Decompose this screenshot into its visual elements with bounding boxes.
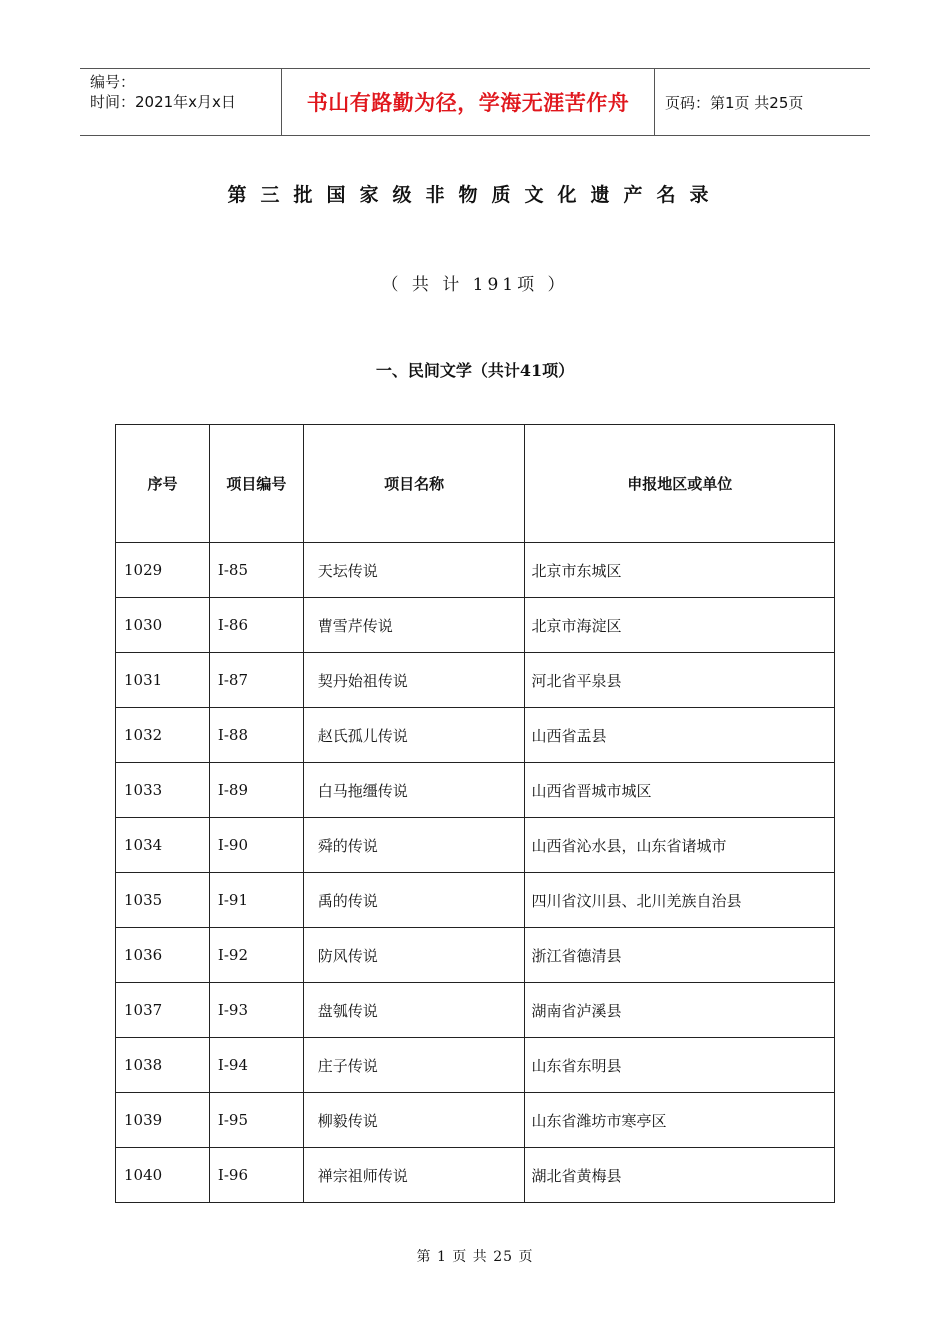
region-cell: 北京市海淀区 <box>525 598 835 653</box>
number-label: 编号： <box>90 73 136 91</box>
name-cell: 庄子传说 <box>303 1038 525 1093</box>
table-header-row <box>116 425 835 543</box>
serial-cell: 1035 <box>116 873 210 928</box>
table-row <box>116 653 835 708</box>
serial-cell: 1034 <box>116 818 210 873</box>
page-footer: 第 1 页 共 25 页 <box>416 1249 534 1265</box>
serial-cell: 1031 <box>116 653 210 708</box>
serial-cell: 1037 <box>116 983 210 1038</box>
time-label: 时间：2021年x月x日 <box>90 93 236 111</box>
section-title: 一、民间文学（共计41项） <box>375 361 575 380</box>
header-motto: 书山有路勤为径，学海无涯苦作舟 <box>282 69 655 135</box>
code-cell: I-87 <box>209 653 303 708</box>
document-subtitle: （ 共 计 191项 ） <box>381 275 569 295</box>
region-cell: 河北省平泉县 <box>525 653 835 708</box>
name-cell: 柳毅传说 <box>303 1093 525 1148</box>
code-cell: I-96 <box>209 1148 303 1203</box>
serial-cell: 1038 <box>116 1038 210 1093</box>
table-row <box>116 543 835 598</box>
code-cell: I-93 <box>209 983 303 1038</box>
header-project-name: 项目名称 <box>303 425 525 543</box>
name-cell: 白马拖缰传说 <box>303 763 525 818</box>
header-region: 申报地区或单位 <box>525 425 835 543</box>
table-row <box>116 983 835 1038</box>
table-row <box>116 1038 835 1093</box>
region-cell: 湖北省黄梅县 <box>525 1148 835 1203</box>
region-cell: 北京市东城区 <box>525 543 835 598</box>
table-row <box>116 598 835 653</box>
region-cell: 山东省潍坊市寒亭区 <box>525 1093 835 1148</box>
name-cell: 盘瓠传说 <box>303 983 525 1038</box>
code-cell: I-89 <box>209 763 303 818</box>
table-row <box>116 1148 835 1203</box>
region-cell: 湖南省泸溪县 <box>525 983 835 1038</box>
name-cell: 契丹始祖传说 <box>303 653 525 708</box>
document-title: 第三批国家级非物质文化遗产名录 <box>227 184 723 206</box>
region-cell: 山西省晋城市城区 <box>525 763 835 818</box>
code-cell: I-88 <box>209 708 303 763</box>
name-cell: 禅宗祖师传说 <box>303 1148 525 1203</box>
table-row <box>116 818 835 873</box>
page-header <box>80 68 870 136</box>
serial-cell: 1039 <box>116 1093 210 1148</box>
region-cell: 浙江省德清县 <box>525 928 835 983</box>
region-cell: 山东省东明县 <box>525 1038 835 1093</box>
name-cell: 天坛传说 <box>303 543 525 598</box>
region-cell: 四川省汶川县、北川羌族自治县 <box>525 873 835 928</box>
region-cell: 山西省盂县 <box>525 708 835 763</box>
serial-cell: 1036 <box>116 928 210 983</box>
name-cell: 防风传说 <box>303 928 525 983</box>
header-page-info: 页码：第1页 共25页 <box>665 93 804 112</box>
table-row <box>116 708 835 763</box>
header-serial: 序号 <box>116 425 210 543</box>
header-project-code: 项目编号 <box>209 425 303 543</box>
table-row <box>116 1093 835 1148</box>
serial-cell: 1032 <box>116 708 210 763</box>
name-cell: 舜的传说 <box>303 818 525 873</box>
code-cell: I-86 <box>209 598 303 653</box>
code-cell: I-90 <box>209 818 303 873</box>
name-cell: 禹的传说 <box>303 873 525 928</box>
code-cell: I-95 <box>209 1093 303 1148</box>
serial-cell: 1029 <box>116 543 210 598</box>
header-meta <box>80 69 282 135</box>
code-cell: I-92 <box>209 928 303 983</box>
serial-cell: 1040 <box>116 1148 210 1203</box>
table-row <box>116 928 835 983</box>
code-cell: I-91 <box>209 873 303 928</box>
heritage-table <box>115 424 835 1203</box>
name-cell: 曹雪芹传说 <box>303 598 525 653</box>
code-cell: I-85 <box>209 543 303 598</box>
name-cell: 赵氏孤儿传说 <box>303 708 525 763</box>
region-cell: 山西省沁水县，山东省诸城市 <box>525 818 835 873</box>
serial-cell: 1033 <box>116 763 210 818</box>
table-row <box>116 873 835 928</box>
serial-cell: 1030 <box>116 598 210 653</box>
table-row <box>116 763 835 818</box>
code-cell: I-94 <box>209 1038 303 1093</box>
